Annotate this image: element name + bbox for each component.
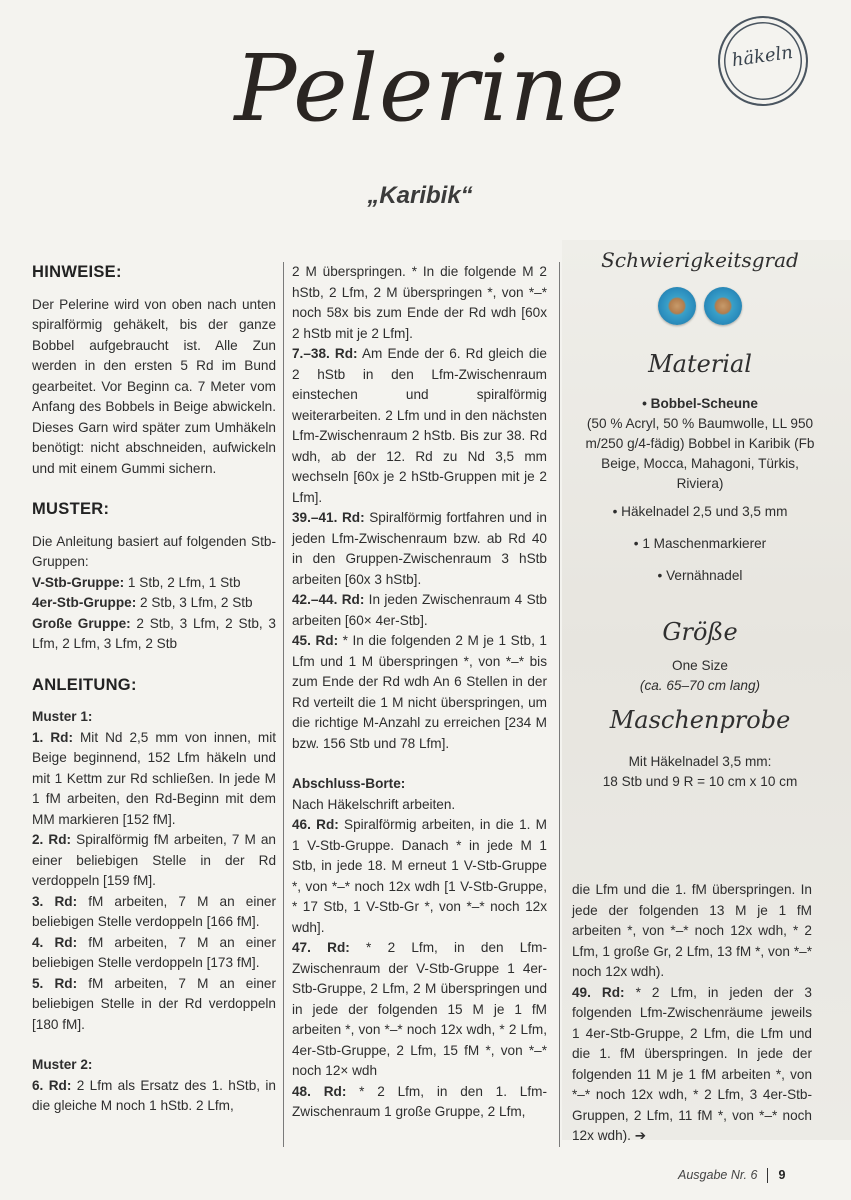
gauge-heading: Maschenprobe [609, 706, 791, 734]
muster-intro: Die Anleitung basiert auf folgenden Stb-Gruppen: [32, 533, 276, 569]
column-3 [572, 880, 812, 1147]
row-instruction: 39.–41. Rd: Spiralförmig fortfahren und in jeden Lfm-Zwischenraum bzw. ab Rd 40 in den Gruppen-Zwischenraum 3 hStb arbeiten [60x 3 hStb]. [292, 510, 547, 587]
material-item: • Häkelnadel 2,5 und 3,5 mm [612, 504, 788, 519]
column-2 [292, 262, 547, 1123]
page-footer [678, 1168, 785, 1183]
muster-item: V-Stb-Gruppe: 1 Stb, 2 Lfm, 1 Stb [32, 574, 241, 590]
category-stamp [712, 10, 814, 112]
muster-item: Große Gruppe: 2 Stb, 3 Lfm, 2 Stb, 3 Lfm, 2 Lfm, 3 Lfm, 2 Stb [32, 615, 276, 651]
yarn-ball-icon [704, 287, 742, 325]
muster-heading: MUSTER: [32, 500, 110, 518]
row-instruction: 48. Rd: * 2 Lfm, in den 1. Lfm-Zwischenraum 1 große Gruppe, 2 Lfm, [292, 1083, 547, 1119]
stamp-label: häkeln [730, 41, 795, 72]
row-instruction: 4. Rd: fM arbeiten, 7 M an einer beliebigen Stelle verdoppeln [173 fM]. [32, 934, 276, 970]
hinweise-text: Der Pelerine wird von oben nach unten spiralförmig gehäkelt, bis der ganze Bobbel aufgebraucht ist. Alle Zun werden in den ersten 5 Rd im Bund gearbeitet. Vor Beginn ca. 7 Meter vom Anfang des Bobbels in Beige abwickeln. Dieses Garn wird später zum Umhäkeln benötigt: nicht abschneiden, aufwickeln und mit einem Gummi sichern. [32, 296, 276, 476]
row-instruction: 2. Rd: Spiralförmig fM arbeiten, 7 M an einer beliebigen Stelle in der Rd verdoppeln [159 fM]. [32, 832, 276, 888]
row-instruction: 42.–44. Rd: In jeden Zwischenraum 4 Stb arbeiten [60× 4er-Stb]. [292, 592, 547, 628]
material-name: • Bobbel-Scheune [642, 396, 758, 411]
column-1 [32, 262, 276, 1117]
material-item: • Vernähnadel [657, 568, 743, 583]
row-instruction: 49. Rd: * 2 Lfm, in jeden der 3 folgenden Lfm-Zwischenräume jeweils 1 4er-Stb-Gruppe, 2 Lfm, die Lfm und die 1. fM überspringen. In jede der folgenden 11 M je 1 fM arbeiten *, von *–* noch 12x wdh, * 2 Lfm, 3 4er-Stb-Gruppen, 2 Lfm, 11 fM *, von *–* noch 12x wdh). ➔ [572, 984, 812, 1143]
muster1-heading: Muster 1: [32, 709, 93, 724]
material-heading: Material [648, 350, 752, 378]
muster2-heading: Muster 2: [32, 1057, 93, 1072]
row-instruction: 7.–38. Rd: Am Ende der 6. Rd gleich die 2 hStb in den Lfm-Zwischenraum einstechen und spiralförmig weiterarbeiten. 2 Lfm und in den nächsten Lfm-Zwischenraum 2 hStb. Bis zur 38. Rd wdh, ab der 12. Rd zu Nd 3,5 mm wechseln [60x je 2 hStb-Gruppen mit je 2 Lfm]. [292, 346, 547, 505]
gauge-line-1: Mit Häkelnadel 3,5 mm: [628, 754, 772, 769]
borte-heading: Abschluss-Borte: [292, 776, 406, 791]
gauge-line-2: 18 Stb und 9 R = 10 cm x 10 cm [602, 774, 798, 789]
material-block [580, 394, 820, 586]
row-continuation: die Lfm und die 1. fM überspringen. In jede der folgenden 13 M je 1 fM arbeiten *, von *–* noch 12x wdh, * 2 Lfm, 1 große Gr, 2 Lfm, 13 fM *, von *–* noch 12x wdh). [572, 882, 812, 979]
difficulty-rating [580, 287, 820, 331]
row-instruction: 46. Rd: Spiralförmig arbeiten, in die 1. M 1 V-Stb-Gruppe. Danach * in jede M 1 Stb, in jede 18. M erneut 1 V-Stb-Gruppe *, von *–* noch 12x wdh [1 V-Stb-Gruppe, * 17 Stb, 1 V-Stb-Gr *, von *–* noch 12x wdh]. [292, 817, 547, 935]
row-instruction: 5. Rd: fM arbeiten, 7 M an einer beliebigen Stelle in der Rd verdoppeln [180 fM]. [32, 975, 276, 1032]
column-divider [559, 262, 560, 1147]
anleitung-heading: ANLEITUNG: [32, 675, 137, 694]
column-divider [283, 262, 284, 1147]
page-title: Pelerine [234, 35, 626, 142]
borte-intro: Nach Häkelschrift arbeiten. [292, 796, 456, 812]
row-instruction: 6. Rd: 2 Lfm als Ersatz des 1. hStb, in die gleiche M noch 1 hStb. 2 Lfm, [32, 1077, 276, 1113]
material-description: (50 % Acryl, 50 % Baumwolle, LL 950 m/250 g/4-fädig) Bobbel in Karibik (Fb Beige, Mocca, Mahagoni, Türkis, Riviera) [585, 416, 815, 491]
size-heading: Größe [662, 618, 738, 646]
page-subtitle: „Karibik“ [367, 182, 473, 209]
row-instruction: 45. Rd: * In die folgenden 2 M je 1 Stb, 1 Lfm und 1 M überspringen *, von *–* bis zum Ende der Rd wdh An 6 Stellen in der Rd verteilt die 1 M nicht überspringen, um die richtige M-Anzahl zu erreichen [234 M bzw. 156 Stb und 78 Lfm]. [292, 633, 547, 751]
yarn-ball-icon [658, 287, 696, 325]
page-number: 9 [778, 1168, 786, 1182]
issue-label: Ausgabe Nr. 6 [678, 1168, 758, 1182]
row-instruction: 47. Rd: * 2 Lfm, in den Lfm-Zwischenraum der V-Stb-Gruppe 1 4er-Stb-Gruppe, 2 Lfm, 2 M überspringen und in jede der folgenden 15 M je 1 fM arbeiten *, von *–* noch 12x wdh, * 2 Lfm, 4er-Stb-Gruppe, 2 Lfm, 15 fM *, von *–* noch 12× wdh [292, 940, 547, 1078]
size-note: (ca. 65–70 cm lang) [639, 678, 761, 693]
hinweise-heading: HINWEISE: [32, 263, 122, 281]
difficulty-heading: Schwierigkeitsgrad [601, 248, 799, 272]
row-instruction: 3. Rd: fM arbeiten, 7 M an einer beliebigen Stelle verdoppeln [166 fM]. [32, 893, 276, 929]
row-continuation: 2 M überspringen. * In die folgende M 2 hStb, 2 Lfm, 2 M überspringen *, von *–* noch 58x bis zum Ende der Rd wdh [60x 2 hStb mit je 2 Lfm]. [292, 264, 547, 341]
muster-item: 4er-Stb-Gruppe: 2 Stb, 3 Lfm, 2 Stb [32, 595, 253, 610]
row-instruction: 1. Rd: Mit Nd 2,5 mm von innen, mit Beige beginnend, 152 Lfm häkeln und mit 1 Kettm zur Rd schließen. In jede M 1 fM arbeiten, den Rd-Beginn mit dem MM markieren [152 fM]. [32, 729, 277, 827]
material-item: • 1 Maschenmarkierer [633, 536, 767, 551]
size-value: One Size [672, 658, 728, 673]
